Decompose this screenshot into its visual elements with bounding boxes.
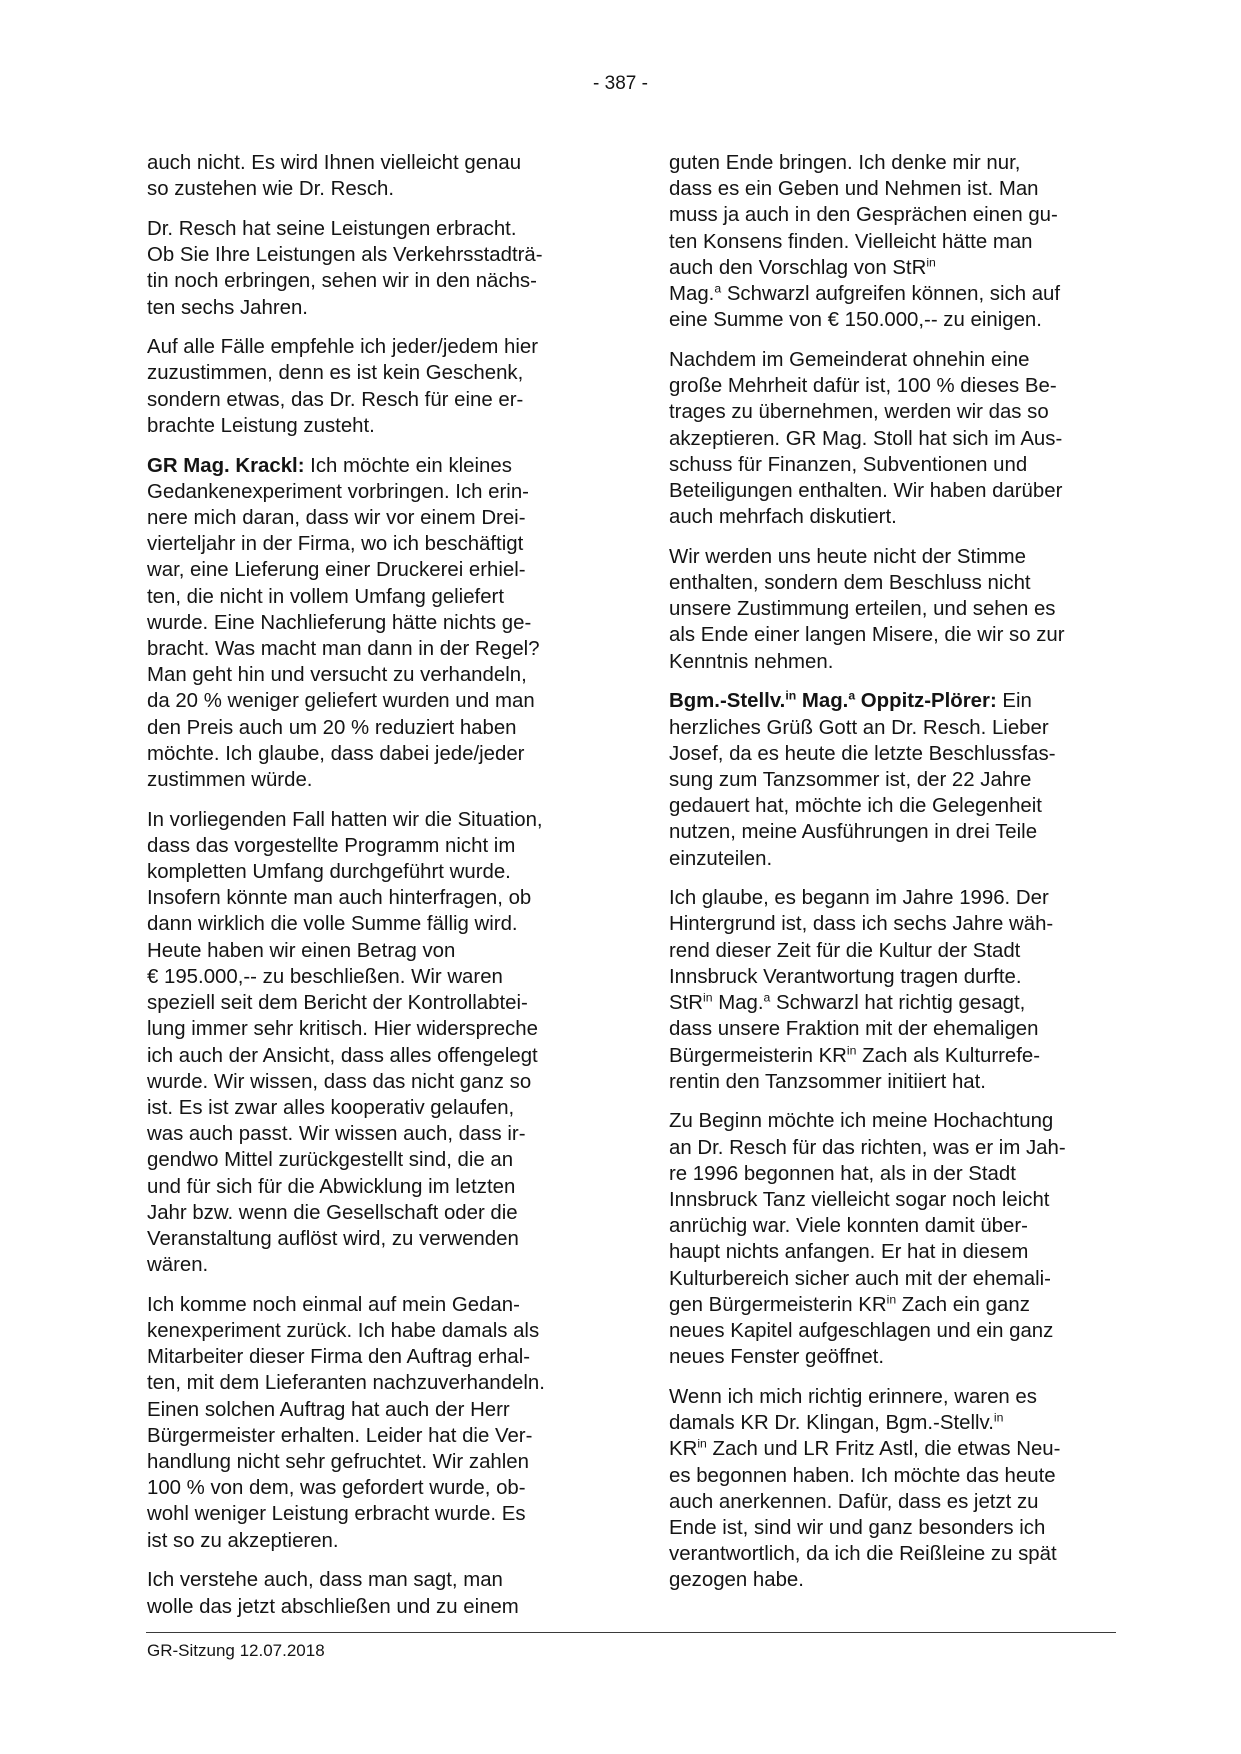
text-line: Bgm.-Stellv.$^{in}$ Mag.$^a$ Oppitz-Plörer: Ein: [669, 688, 1032, 713]
text-line: zuzustimmen, denn es ist kein Geschenk,: [147, 362, 524, 385]
text-line: GR Mag. Krackl: Ich möchte ein kleines: [147, 454, 512, 477]
text-line: war, eine Lieferung einer Druckerei erhiel-: [147, 559, 526, 582]
text-line: damals KR Dr. Klingan, Bgm.-Stellv.$^{in}$: [669, 1410, 1004, 1435]
text-line: ist. Es ist zwar alles kooperativ gelaufen,: [147, 1096, 515, 1119]
text-line: enthalten, sondern dem Beschluss nicht: [669, 572, 1031, 595]
text-line: Josef, da es heute die letzte Beschlussfas-: [669, 742, 1056, 765]
text-line: Hintergrund ist, dass ich sechs Jahre wäh-: [669, 913, 1054, 936]
speaker-paragraph: [669, 688, 1119, 871]
text-line: haupt nichts anfangen. Er hat in diesem: [669, 1241, 1029, 1264]
text-line: Zu Beginn möchte ich meine Hochachtung: [669, 1110, 1054, 1133]
text-line: vierteljahr in der Firma, wo ich beschäftigt: [147, 533, 524, 556]
text-line: den Preis auch um 20 % reduziert haben: [147, 716, 517, 739]
text-line: dann wirklich die volle Summe fällig wird.: [147, 913, 518, 936]
text-line: dass das vorgestellte Programm nicht im: [147, 834, 516, 857]
text-line: Ende ist, sind wir und ganz besonders ich: [669, 1516, 1046, 1539]
text-line: Bürgermeisterin $KR^{in}$ Zach als Kulturrefe-: [669, 1042, 1041, 1067]
text-line: Kenntnis nehmen.: [669, 650, 834, 673]
text-line: Ob Sie Ihre Leistungen als Verkehrsstadträ-: [147, 244, 543, 267]
text-line: nutzen, meine Ausführungen in drei Teile: [669, 821, 1038, 844]
text-line: zustimmen würde.: [147, 768, 313, 791]
text-line: Mitarbeiter dieser Firma den Auftrag erhal-: [147, 1346, 531, 1369]
text-line: Dr. Resch hat seine Leistungen erbracht.: [147, 217, 517, 240]
text-line: sondern etwas, das Dr. Resch für eine er-: [147, 388, 524, 411]
paragraph: [669, 1108, 1119, 1370]
text-line: gezogen habe.: [669, 1569, 804, 1592]
footer-session-label: GR-Sitzung 12.07.2018: [147, 1641, 325, 1660]
text-line: ten, mit dem Lieferanten nachzuverhandeln.: [147, 1372, 545, 1395]
text-line: gendwo Mittel zurückgestellt sind, die an: [147, 1149, 514, 1172]
text-line: es begonnen haben. Ich möchte das heute: [669, 1464, 1056, 1487]
text-line: was auch passt. Wir wissen auch, dass ir-: [147, 1123, 526, 1146]
paragraph: [669, 150, 1119, 333]
text-line: Beteiligungen enthalten. Wir haben darüber: [669, 479, 1063, 502]
text-line: Insofern könnte man auch hinterfragen, ob: [147, 887, 532, 910]
text-line: Einen solchen Auftrag hat auch der Herr: [147, 1398, 510, 1421]
text-line: möchte. Ich glaube, dass dabei jede/jeder: [147, 742, 525, 765]
paragraph: [147, 1292, 597, 1554]
text-line: Wir werden uns heute nicht der Stimme: [669, 545, 1026, 568]
text-line: neues Fenster geöffnet.: [669, 1346, 885, 1369]
right-column: [669, 150, 1119, 1607]
text-line: herzliches Grüß Gott an Dr. Resch. Lieber: [669, 716, 1049, 739]
text-line: und für sich für die Abwicklung im letzten: [147, 1175, 516, 1198]
text-line: dass es ein Geben und Nehmen ist. Man: [669, 178, 1039, 201]
text-line: wolle das jetzt abschließen und zu einem: [147, 1595, 519, 1618]
text-line: Nachdem im Gemeinderat ohnehin eine: [669, 348, 1030, 371]
text-line: ten Konsens finden. Vielleicht hätte man: [669, 230, 1033, 253]
text-line: StR$^{in}$ Mag.$^a$ Schwarzl hat richtig gesagt,: [669, 990, 1026, 1015]
text-line: $KR^{in}$ Zach und LR Fritz Astl, die etwas Neu-: [669, 1436, 1061, 1461]
text-line: Veranstaltung auflöst wird, zu verwenden: [147, 1227, 519, 1250]
speaker-paragraph: [147, 453, 597, 794]
text-line: In vorliegenden Fall hatten wir die Situation,: [147, 808, 543, 831]
text-line: Innsbruck Tanz vielleicht sogar noch leicht: [669, 1189, 1050, 1212]
text-line: wurde. Eine Nachlieferung hätte nichts ge-: [147, 611, 532, 634]
text-line: speziell seit dem Bericht der Kontrollabtei-: [147, 992, 528, 1015]
text-line: unsere Zustimmung erteilen, und sehen es: [669, 598, 1056, 621]
text-line: Innsbruck Verantwortung tragen durfte.: [669, 965, 1022, 988]
paragraph: [147, 1567, 597, 1619]
text-line: rend dieser Zeit für die Kultur der Stadt: [669, 939, 1021, 962]
text-line: handlung nicht sehr gefruchtet. Wir zahlen: [147, 1451, 529, 1474]
paragraph: [669, 347, 1119, 530]
text-line: verantwortlich, da ich die Reißleine zu spät: [669, 1543, 1057, 1566]
text-line: Gedankenexperiment vorbringen. Ich erin-: [147, 480, 529, 503]
left-column: [147, 150, 597, 1633]
paragraph: [669, 544, 1119, 675]
text-line: auch mehrfach diskutiert.: [669, 506, 897, 529]
text-line: anrüchig war. Viele konnten damit über-: [669, 1215, 1028, 1238]
text-line: Heute haben wir einen Betrag von: [147, 939, 456, 962]
speaker-name: Bgm.-Stellv.$^{in}$ Mag.$^a$ Oppitz-Plörer:: [669, 688, 997, 713]
text-line: nere mich daran, dass wir vor einem Drei-: [147, 506, 526, 529]
speaker-name: GR Mag. Krackl:: [147, 454, 305, 477]
text-line: schuss für Finanzen, Subventionen und: [669, 453, 1028, 476]
text-line: ten sechs Jahren.: [147, 296, 308, 319]
paragraph: [147, 807, 597, 1279]
text-line: gedauert hat, möchte ich die Gelegenheit: [669, 795, 1042, 818]
footer-divider: [146, 1632, 1116, 1633]
text-line: ich auch der Ansicht, dass alles offengelegt: [147, 1044, 538, 1067]
text-line: wohl weniger Leistung erbracht wurde. Es: [147, 1503, 526, 1526]
text-line: sung zum Tanzsommer ist, der 22 Jahre: [669, 768, 1032, 791]
text-line: an Dr. Resch für das richten, was er im Jah-: [669, 1136, 1066, 1159]
text-line: Ich glaube, es begann im Jahre 1996. Der: [669, 887, 1049, 910]
text-line: € 195.000,-- zu beschließen. Wir waren: [147, 965, 503, 988]
text-line: einzuteilen.: [669, 847, 773, 870]
page-number: - 387 -: [593, 73, 648, 94]
text-line: wurde. Wir wissen, dass das nicht ganz so: [147, 1070, 532, 1093]
text-line: eine Summe von € 150.000,-- zu einigen.: [669, 309, 1042, 332]
paragraph: [147, 216, 597, 321]
text-line: Auf alle Fälle empfehle ich jeder/jedem hier: [147, 336, 539, 359]
text-line: auch anerkennen. Dafür, dass es jetzt zu: [669, 1490, 1039, 1513]
text-line: Jahr bzw. wenn die Gesellschaft oder die: [147, 1201, 518, 1224]
text-line: trages zu übernehmen, werden wir das so: [669, 401, 1049, 424]
text-line: muss ja auch in den Gesprächen einen gu-: [669, 204, 1058, 227]
text-line: da 20 % weniger geliefert wurden und man: [147, 690, 535, 713]
text-line: Ich komme noch einmal auf mein Gedan-: [147, 1293, 520, 1316]
paragraph: [147, 334, 597, 439]
text-line: so zustehen wie Dr. Resch.: [147, 178, 395, 201]
text-line: ten, die nicht in vollem Umfang geliefert: [147, 585, 505, 608]
text-line: Ich verstehe auch, dass man sagt, man: [147, 1569, 503, 1592]
text-line: brachte Leistung zusteht.: [147, 414, 375, 437]
text-line: Man geht hin und versucht zu verhandeln,: [147, 664, 527, 687]
text-line: re 1996 begonnen hat, als in der Stadt: [669, 1162, 1016, 1185]
text-line: rentin den Tanzsommer initiiert hat.: [669, 1070, 986, 1093]
text-line: als Ende einer langen Misere, die wir so zur: [669, 624, 1065, 647]
text-line: bracht. Was macht man dann in der Regel?: [147, 637, 540, 660]
text-line: lung immer sehr kritisch. Hier widerspreche: [147, 1018, 538, 1041]
text-line: Wenn ich mich richtig erinnere, waren es: [669, 1385, 1037, 1408]
text-line: neues Kapitel aufgeschlagen und ein ganz: [669, 1320, 1054, 1343]
text-line: große Mehrheit dafür ist, 100 % dieses Be-: [669, 375, 1057, 398]
paragraph: [147, 150, 597, 202]
text-line: Kulturbereich sicher auch mit der ehemali-: [669, 1267, 1051, 1290]
text-line: kenexperiment zurück. Ich habe damals als: [147, 1320, 540, 1343]
text-line: auch nicht. Es wird Ihnen vielleicht genau: [147, 152, 522, 174]
text-line: auch den Vorschlag von StR$^{in}$: [669, 255, 936, 279]
text-line: wären.: [147, 1254, 209, 1277]
paragraph: [669, 885, 1119, 1095]
text-line: tin noch erbringen, sehen wir in den nächs-: [147, 270, 537, 293]
text-line: kompletten Umfang durchgeführt wurde.: [147, 861, 511, 884]
text-line: gen Bürgermeisterin $KR^{in}$ Zach ein ganz: [669, 1292, 1030, 1316]
text-line: Mag.$^a$ Schwarzl aufgreifen können, sich auf: [669, 281, 1061, 306]
text-line: guten Ende bringen. Ich denke mir nur,: [669, 152, 1021, 174]
text-line: 100 % von dem, was gefordert wurde, ob-: [147, 1477, 526, 1500]
text-line: akzeptieren. GR Mag. Stoll hat sich im Aus-: [669, 427, 1063, 450]
paragraph: [669, 1384, 1119, 1594]
text-line: ist so zu akzeptieren.: [147, 1529, 339, 1552]
text-line: Bürgermeister erhalten. Leider hat die Ver-: [147, 1424, 533, 1447]
text-line: dass unsere Fraktion mit der ehemaligen: [669, 1018, 1039, 1041]
